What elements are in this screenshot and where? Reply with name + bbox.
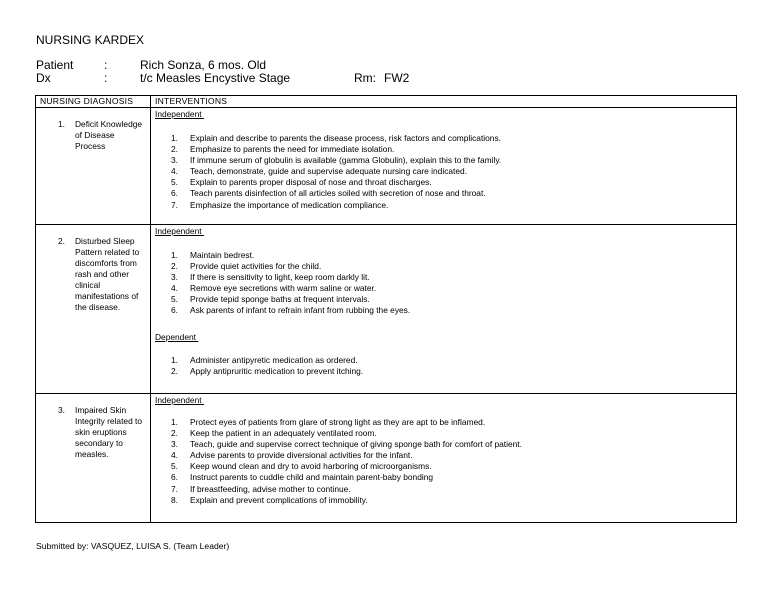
table-row	[36, 225, 737, 394]
interventions-cell: Independent 1. Protect eyes of patients from glare of strong light as they are apt to be inflamed. 2. Keep the patient in an adequately ventilated room. 3. Teach, guide and supervise correct technique of giving sponge bath for comfort of patient. 4. Advise parents to provide diversional activities for the infant. 5. Keep wound clean and dry to avoid harboring of microorganisms. 6. Instruct parents to cuddle child and maintain parent-baby bonding 7. If breastfeeding, advise mother to continue. 8. Explain and prevent complications of immobility.	[151, 394, 737, 523]
diagnosis-number: 3.	[58, 405, 65, 415]
interventions-cell: Independent 1. Explain and describe to parents the disease process, risk factors and complications. 2. Emphasize to parents the need for immediate isolation. 3. If immune serum of globulin is available (gamma Globulin), explain this to the family. 4. Teach, demonstrate, guide and supervise adequate nursing care indicated. 5. Explain to parents proper disposal of nose and throat discharges. 6. Teach parents disinfection of all articles soiled with secretion of nose and throat. 7. Emphasize the importance of medication compliance.	[151, 108, 737, 225]
header-nursing-diagnosis: NURSING DIAGNOSIS	[36, 96, 151, 108]
patient-value: Rich Sonza, 6 mos. Old	[140, 58, 267, 72]
section-heading-independent: Independent	[155, 109, 204, 119]
diagnosis-number: 2.	[58, 236, 65, 246]
patient-colon: :	[104, 58, 108, 72]
interventions-cell: Independent 1. Maintain bedrest. 2. Provide quiet activities for the child. 3. If there is sensitivity to light, keep room darkly lit. 4. Remove eye secretions with warm saline or water. 5. Provide tepid sponge baths at frequent intervals. 6. Ask parents of infant to refrain infant from rubbing the eyes. Dependent 1. Administer antipyretic medication as ordered. 2. Apply antipruritic medication to prevent itching.	[151, 225, 737, 394]
document-title: NURSING KARDEX	[36, 33, 145, 47]
table-row	[36, 394, 737, 523]
table-row	[36, 108, 737, 225]
section-heading-independent: Independent	[155, 395, 204, 405]
dx-value: t/c Measles Encystive Stage	[140, 71, 291, 85]
section-heading-dependent: Dependent	[155, 332, 199, 342]
room-value: FW2	[384, 71, 410, 85]
diagnosis-text: Disturbed Sleep Pattern related to discomforts from rash and other clinical manifestations of the disease.	[75, 236, 140, 312]
submitted-by: Submitted by: VASQUEZ, LUISA S. (Team Leader)	[36, 541, 230, 551]
table-header-row	[36, 96, 737, 108]
diagnosis-text: Deficit Knowledge of Disease Process	[75, 119, 143, 151]
diagnosis-cell	[36, 394, 151, 523]
dx-label: Dx	[36, 71, 51, 85]
dx-colon: :	[104, 71, 108, 85]
diagnosis-number: 1.	[58, 119, 65, 129]
diagnosis-cell	[36, 225, 151, 394]
patient-label: Patient	[36, 58, 74, 72]
section-heading-independent: Independent	[155, 226, 204, 236]
kardex-table	[35, 95, 737, 523]
diagnosis-cell	[36, 108, 151, 225]
header-interventions: INTERVENTIONS	[151, 96, 737, 108]
room-label: Rm:	[354, 71, 376, 85]
diagnosis-text: Impaired Skin Integrity related to skin eruptions secondary to measles.	[75, 405, 143, 459]
